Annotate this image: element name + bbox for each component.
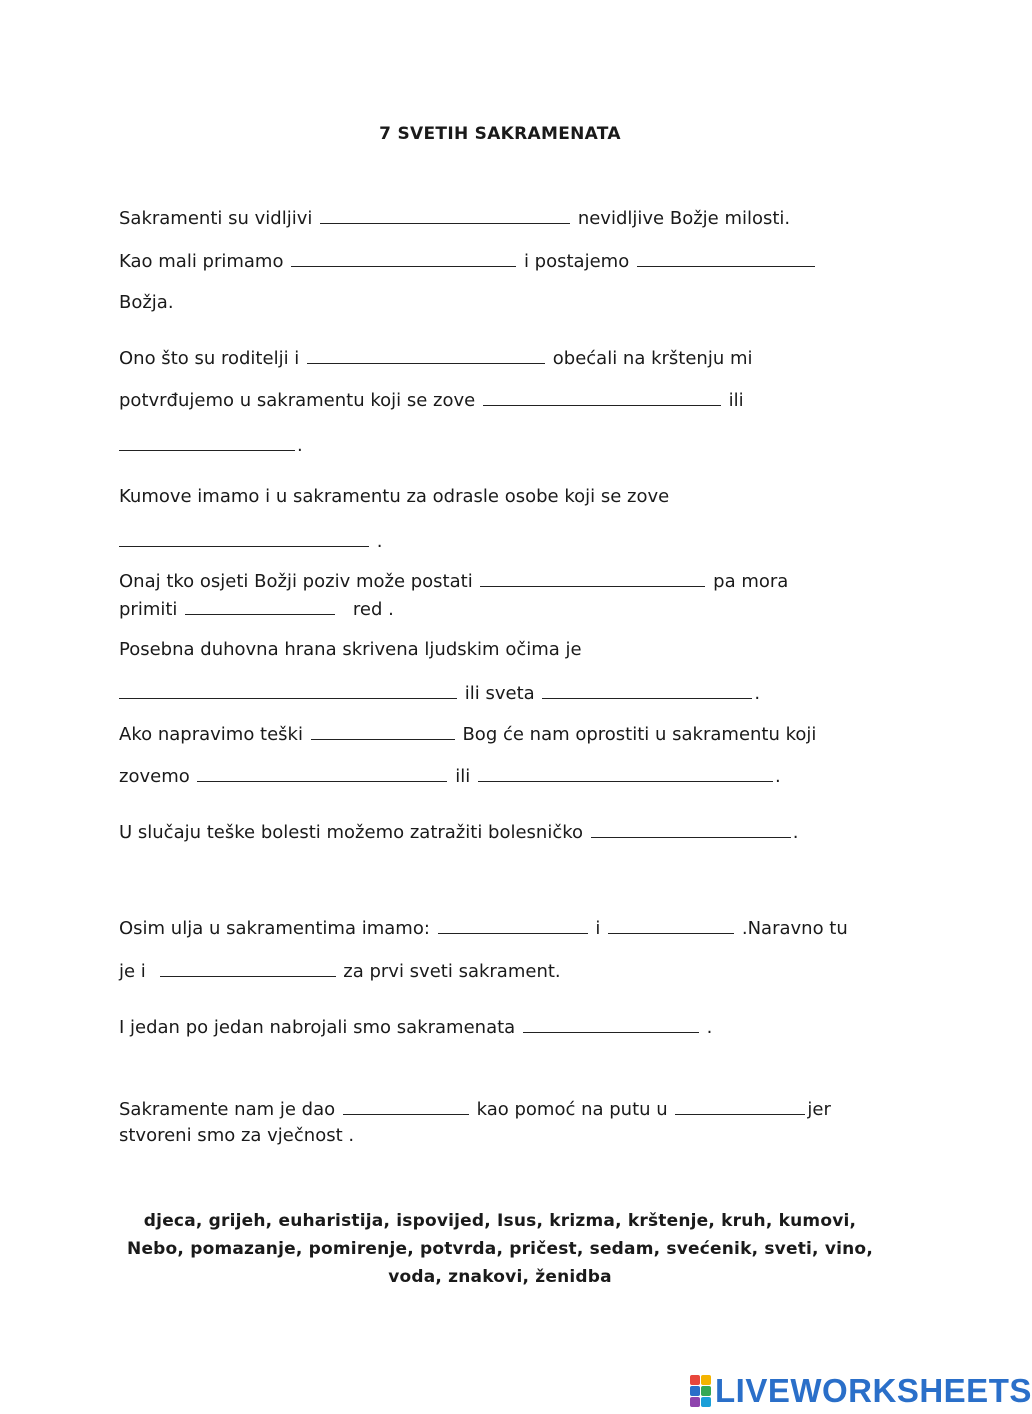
text: U slučaju teške bolesti možemo zatražiti bolesničko [119, 822, 584, 843]
text: i postajemo [523, 251, 630, 272]
sentence-11 [119, 1096, 831, 1122]
logo-mark-icon [690, 1375, 711, 1407]
text: ili [455, 766, 471, 787]
word-bank-line-1: djeca, grijeh, euharistija, ispovijed, Isus, krizma, krštenje, kruh, kumovi, [143, 1211, 857, 1231]
answer-input-4[interactable] [307, 342, 545, 362]
text: Bog će nam oprostiti u sakramentu koji [462, 724, 817, 745]
sentence-4-end [119, 528, 382, 554]
answer-input-10[interactable] [119, 677, 457, 697]
text: Kumove imamo i u sakramentu za odrasle osobe koji se zove [119, 486, 670, 507]
sentence-3-cont [119, 387, 744, 413]
logo-mark-square [690, 1386, 700, 1396]
answer-blank-18[interactable] [160, 958, 336, 977]
answer-input-3[interactable] [637, 245, 815, 265]
text: Kao mali primamo [119, 251, 284, 272]
text: nevidljive Božje milosti. [577, 208, 791, 229]
sentence-10 [119, 1014, 712, 1040]
text: i [595, 918, 601, 939]
answer-input-18[interactable] [160, 955, 336, 975]
text: Božja. [119, 292, 174, 313]
answer-input-1[interactable] [320, 202, 570, 222]
answer-input-20[interactable] [343, 1093, 469, 1113]
text: . [754, 683, 761, 704]
answer-blank-5[interactable] [483, 387, 721, 406]
answer-input-13[interactable] [197, 760, 447, 780]
answer-input-21[interactable] [675, 1093, 805, 1113]
text: Osim ulja u sakramentima imamo: [119, 918, 430, 939]
text: pa mora [713, 571, 789, 592]
text: Sakramente nam je dao [119, 1099, 336, 1120]
logo-mark-square [690, 1375, 700, 1385]
text: ili [728, 390, 744, 411]
sentence-2 [119, 248, 817, 274]
answer-input-19[interactable] [523, 1011, 699, 1031]
logo-mark-square [701, 1386, 711, 1396]
answer-input-14[interactable] [478, 760, 773, 780]
logo-text: LIVEWORKSHEETS [715, 1372, 1032, 1409]
text: Sakramenti su vidljivi [119, 208, 313, 229]
text: obećali na krštenju mi [552, 348, 753, 369]
sentence-2-cont [119, 291, 174, 315]
sentence-5 [119, 568, 788, 594]
text: kao pomoć na putu u [476, 1099, 668, 1120]
answer-blank-3[interactable] [637, 248, 815, 267]
text: Onaj tko osjeti Božji poziv može postati [119, 571, 473, 592]
answer-input-11[interactable] [542, 677, 752, 697]
text: red . [352, 599, 394, 620]
text: .Naravno tu [741, 918, 848, 939]
text: stvoreni smo za vječnost . [119, 1125, 355, 1146]
logo-mark-square [690, 1397, 700, 1407]
answer-blank-2[interactable] [291, 248, 516, 267]
answer-input-16[interactable] [438, 912, 588, 932]
answer-blank-16[interactable] [438, 915, 588, 934]
answer-blank-21[interactable] [675, 1096, 805, 1115]
answer-input-17[interactable] [608, 912, 734, 932]
text: . [376, 531, 383, 552]
sentence-11-cont [119, 1124, 354, 1148]
answer-blank-12[interactable] [311, 721, 455, 740]
answer-blank-11[interactable] [542, 680, 752, 699]
answer-blank-4[interactable] [307, 345, 545, 364]
word-bank-line-3: voda, znakovi, ženidba [388, 1267, 612, 1287]
answer-blank-9[interactable] [185, 596, 335, 615]
text: Ako napravimo teški [119, 724, 303, 745]
answer-blank-20[interactable] [343, 1096, 469, 1115]
word-bank [100, 1207, 900, 1291]
text: . [774, 766, 781, 787]
text: zovemo [119, 766, 190, 787]
answer-blank-15[interactable] [591, 819, 791, 838]
answer-input-6[interactable] [119, 429, 295, 449]
answer-blank-13[interactable] [197, 763, 447, 782]
answer-blank-6[interactable] [119, 432, 295, 451]
sentence-9-cont [119, 958, 561, 984]
text: primiti [119, 599, 178, 620]
text: Ono što su roditelji i [119, 348, 300, 369]
sentence-7-cont [119, 763, 781, 789]
sentence-3 [119, 345, 753, 371]
text: ili sveta [464, 683, 535, 704]
sentence-4 [119, 485, 669, 509]
answer-blank-14[interactable] [478, 763, 773, 782]
logo-mark-square [701, 1375, 711, 1385]
answer-blank-7[interactable] [119, 528, 369, 547]
text: . [706, 1017, 713, 1038]
text: je i [119, 961, 146, 982]
answer-input-15[interactable] [591, 816, 791, 836]
liveworksheets-logo [690, 1374, 1032, 1407]
answer-input-12[interactable] [311, 718, 455, 738]
answer-blank-17[interactable] [608, 915, 734, 934]
text: . [297, 435, 303, 456]
sentence-8 [119, 819, 799, 845]
text: Posebna duhovna hrana skrivena ljudskim očima je [119, 639, 582, 660]
answer-blank-1[interactable] [320, 205, 570, 224]
answer-input-7[interactable] [119, 525, 369, 545]
sentence-9 [119, 915, 848, 941]
logo-mark-square [701, 1397, 711, 1407]
sentence-5-cont [119, 596, 394, 622]
sentence-7 [119, 721, 816, 747]
text: . [792, 822, 799, 843]
sentence-6-cont [119, 680, 760, 706]
sentence-6 [119, 638, 582, 662]
answer-input-9[interactable] [185, 593, 335, 613]
sentence-1 [119, 205, 790, 231]
word-bank-line-2: Nebo, pomazanje, pomirenje, potvrda, pričest, sedam, svećenik, sveti, vino, [127, 1239, 873, 1259]
text: potvrđujemo u sakramentu koji se zove [119, 390, 476, 411]
answer-blank-19[interactable] [523, 1014, 699, 1033]
answer-blank-10[interactable] [119, 680, 457, 699]
text: jer [807, 1099, 831, 1120]
text: za prvi sveti sakrament. [343, 961, 561, 982]
sentence-3-end [119, 432, 303, 458]
answer-blank-8[interactable] [480, 568, 705, 587]
text: I jedan po jedan nabrojali smo sakramenata [119, 1017, 516, 1038]
answer-input-8[interactable] [480, 565, 705, 585]
answer-input-2[interactable] [291, 245, 516, 265]
page-title: 7 SVETIH SAKRAMENATA [379, 124, 621, 144]
answer-input-5[interactable] [483, 384, 721, 404]
